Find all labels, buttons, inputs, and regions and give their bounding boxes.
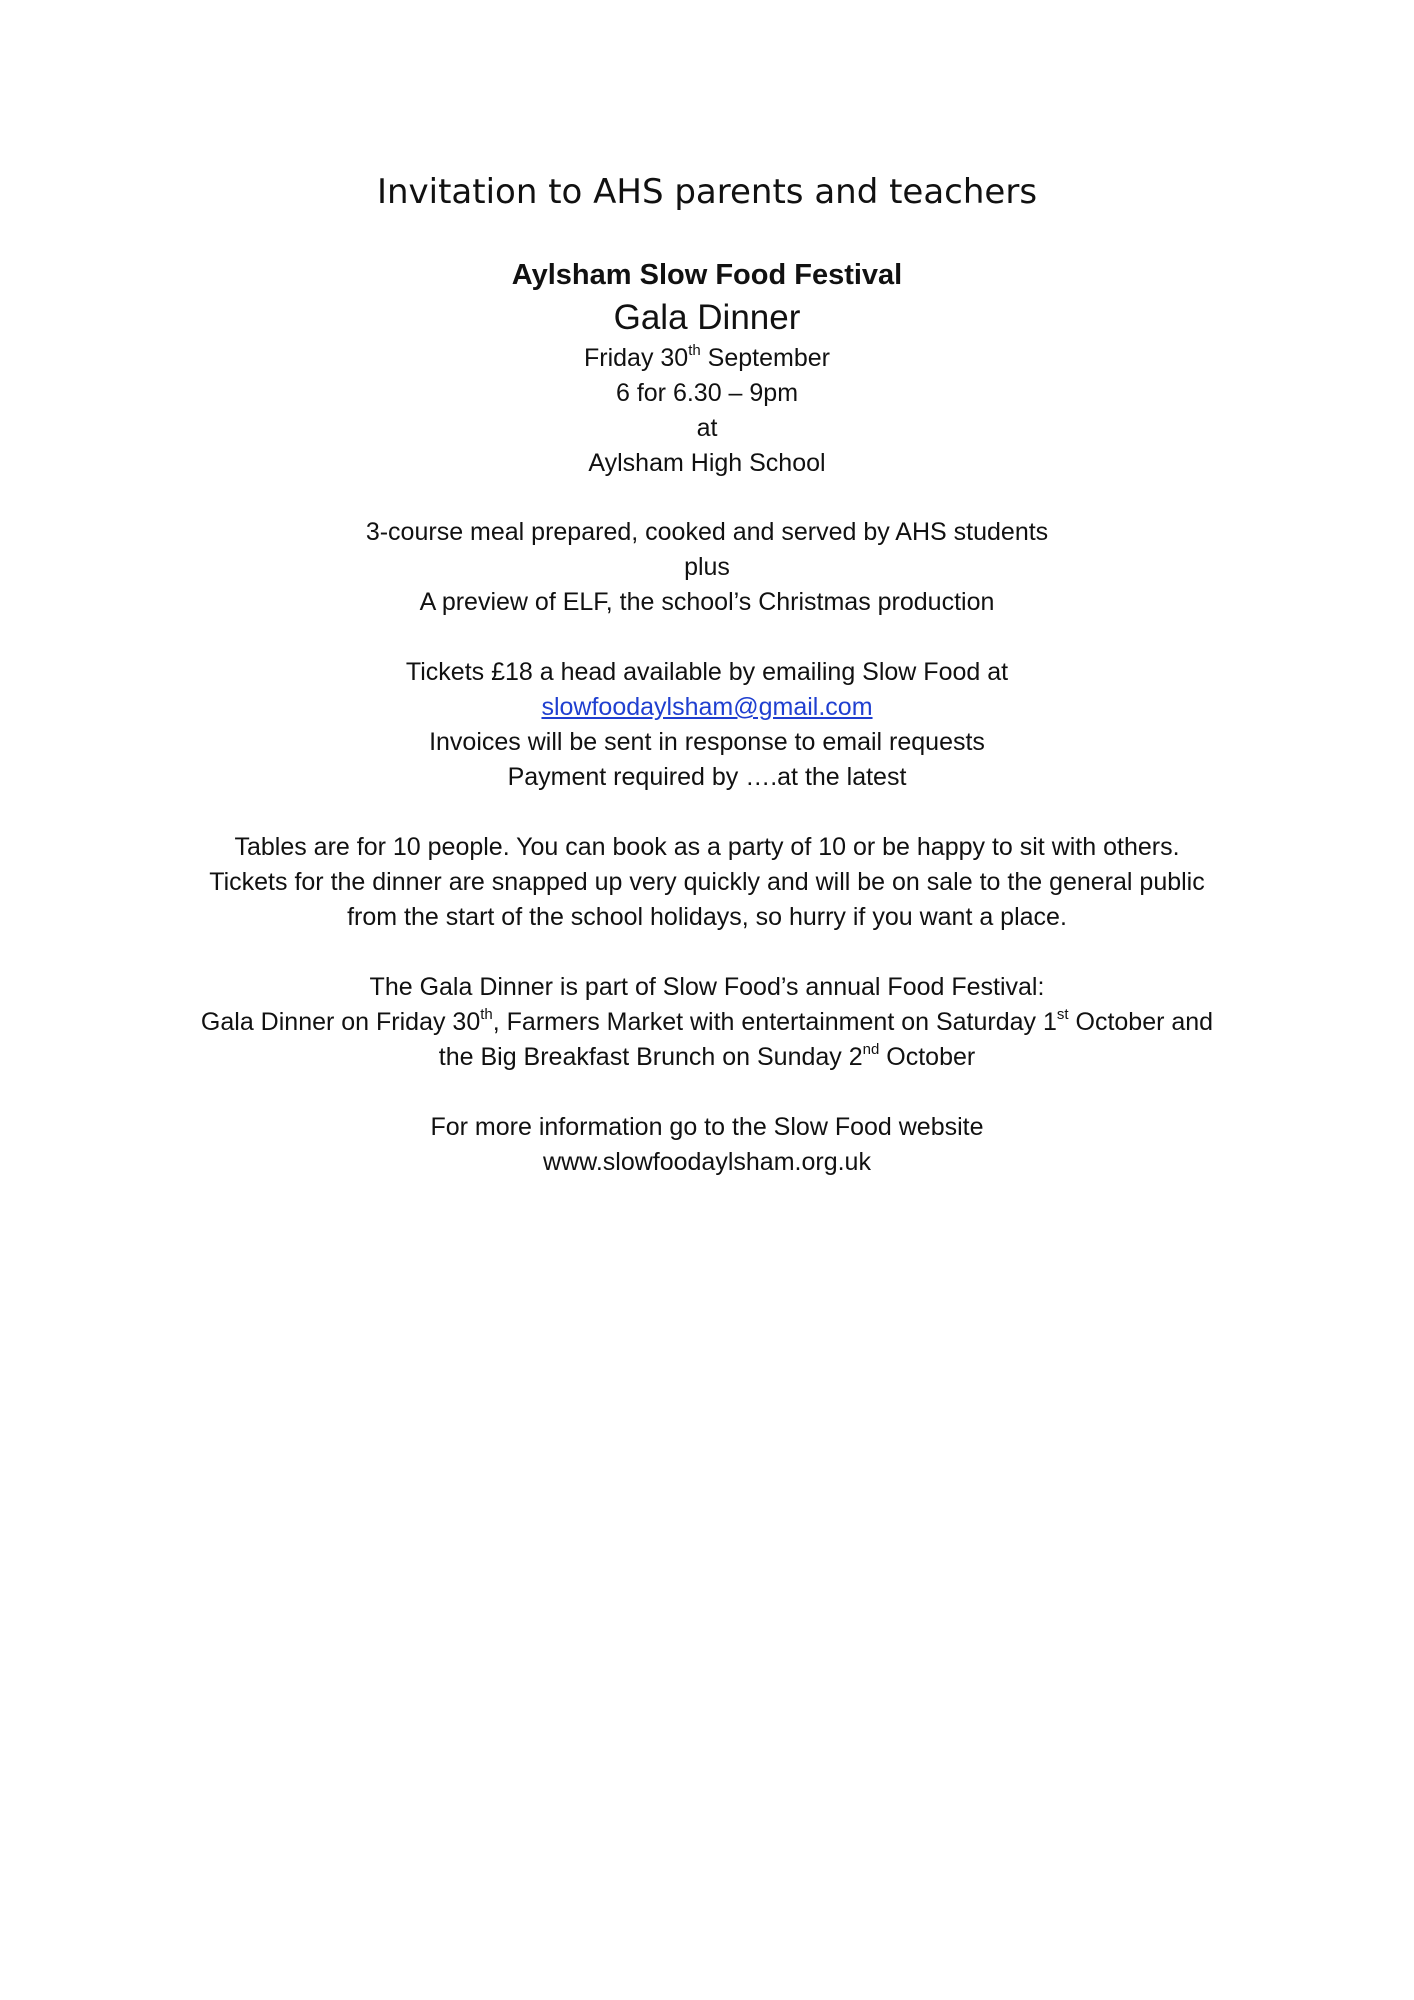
tickets-line-4: Payment required by ….at the latest: [507, 763, 907, 791]
tables-line-1: Tables are for 10 people. You can book as a party of 10 or be happy to sit with others.: [234, 833, 1180, 861]
meal-line-1: 3-course meal prepared, cooked and served by AHS students: [365, 518, 1049, 546]
festival-title: Aylsham Slow Food Festival: [511, 259, 903, 291]
festival-line-2-a: Gala Dinner on Friday 30: [200, 1008, 481, 1036]
ticket-details: [150, 655, 1264, 795]
info-details: [150, 1110, 1264, 1180]
festival-line-2: [150, 1005, 1264, 1040]
website-url: www.slowfoodaylsham.org.uk: [543, 1148, 871, 1176]
event-venue: Aylsham High School: [588, 449, 826, 477]
meal-line-3: A preview of ELF, the school’s Christmas production: [419, 588, 995, 616]
festival-line-3-a: the Big Breakfast Brunch on Sunday 2: [438, 1043, 863, 1071]
invitation-heading: Invitation to AHS parents and teachers: [376, 172, 1038, 212]
event-date-suffix: th: [688, 341, 701, 359]
event-details: [150, 255, 1264, 481]
meal-details: [150, 515, 1264, 620]
info-line-1: For more information go to the Slow Food website: [430, 1113, 984, 1141]
tables-line-3: from the start of the school holidays, so hurry if you want a place.: [347, 903, 1067, 931]
festival-line-3: [150, 1040, 1264, 1075]
festival-line-3-sup: nd: [862, 1040, 880, 1058]
tables-line-2: Tickets for the dinner are snapped up very quickly and will be on sale to the general public: [209, 868, 1205, 896]
event-date: [150, 341, 1264, 376]
festival-line-2-sup-2: st: [1056, 1005, 1069, 1023]
tickets-line-1: Tickets £18 a head available by emailing Slow Food at: [405, 658, 1009, 686]
event-date-day: Friday 30: [584, 344, 689, 372]
table-details: [150, 830, 1264, 935]
festival-line-2-b: , Farmers Market with entertainment on Saturday 1: [492, 1008, 1057, 1036]
event-date-month: September: [700, 344, 830, 372]
festival-line-3-b: October: [879, 1043, 976, 1071]
festival-line-2-sup-1: th: [480, 1005, 493, 1023]
dinner-title: Gala Dinner: [613, 298, 801, 337]
festival-line-1: The Gala Dinner is part of Slow Food’s annual Food Festival:: [369, 973, 1045, 1001]
event-at: at: [696, 414, 718, 442]
festival-details: [150, 970, 1264, 1075]
festival-line-2-c: October and: [1068, 1008, 1214, 1036]
meal-line-2: plus: [684, 553, 730, 581]
event-time: 6 for 6.30 – 9pm: [615, 379, 799, 407]
tickets-line-3: Invoices will be sent in response to email requests: [429, 728, 985, 756]
email-link[interactable]: slowfoodaylsham@gmail.com: [541, 693, 873, 721]
